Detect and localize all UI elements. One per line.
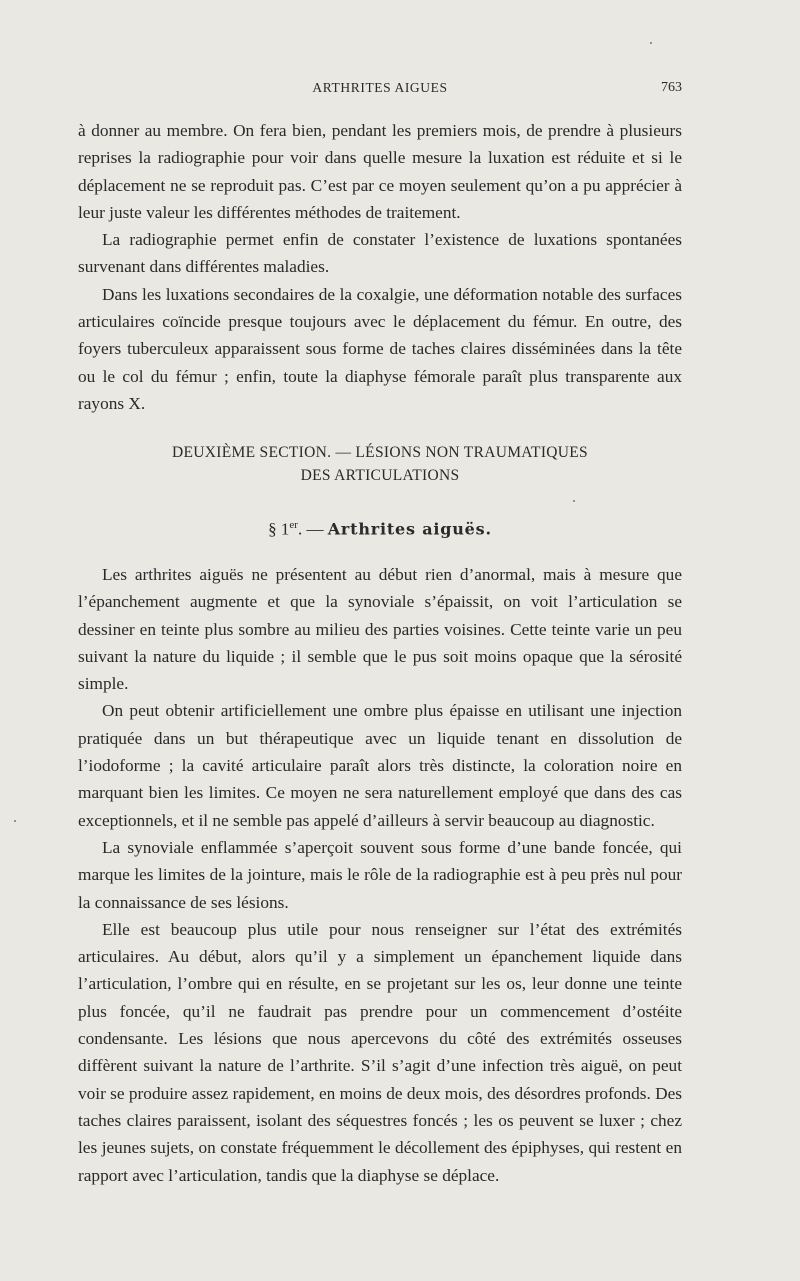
- paragraph: Les arthrites aiguës ne présentent au début rien d’anormal, mais à mesure que l’épanchement augmente et que la synoviale s’épaissit, on voit l’articulation se dessiner en teinte plus sombre au milieu des parties voisines. Cette teinte varie un peu suivant la nature du liquide ; il semble que le pus soit moins opaque que la sérosité simple.: [78, 565, 682, 694]
- running-title: ARTHRITES AIGUES: [312, 80, 448, 95]
- section-heading: [78, 442, 682, 487]
- paper-speck: [650, 42, 652, 44]
- paper-speck: [573, 500, 575, 502]
- paragraph: On peut obtenir artificiellement une ombre plus épaisse en utilisant une injection pratiquée dans un but thérapeutique avec un liquide tenant en dissolution de l’iodoforme ; la cavité articulaire paraît alors très distincte, la coloration noire en marquant bien les limites. Ce moyen ne sera naturellement employé que dans des cas exceptionnels, et il ne semble pas appelé d’ailleurs à servir beaucoup au diagnostic.: [78, 701, 682, 830]
- body-text: [78, 561, 682, 1189]
- paragraph: Elle est beaucoup plus utile pour nous renseigner sur l’état des extrémités articulaires. Au début, alors qu’il y a simplement un épanchement liquide dans l’articulation, l’ombre qui en résulte, en se projetant sur les os, leur donne une teinte plus foncée, qu’il ne faudrait pas prendre pour un commencement d’ostéite condensante. Les lésions que nous apercevons du côté des extrémités osseuses diffèrent suivant la nature de l’arthrite. S’il s’agit d’une infection très aiguë, on peut voir se produire assez rapidement, en moins de deux mois, des désordres profonds. Des taches claires paraissent, isolant des séquestres foncés ; les os peuvent se luxer ; chez les jeunes sujets, on constate fréquemment le décollement des épiphyses, qui restent en rapport avec l’articulation, tandis que la diaphyse se déplace.: [78, 919, 682, 1185]
- paragraph: à donner au membre. On fera bien, pendant les premiers mois, de prendre à plusieurs reprises la radiographie pour voir dans quelle mesure la luxation est réduite et si le déplacement ne se reproduit pas. C’est par ce moyen seulement qu’on a pu apprécier à leur juste valeur les différentes méthodes de traitement.: [78, 121, 682, 222]
- subsection-heading: [78, 513, 682, 542]
- paragraph: La synoviale enflammée s’aperçoit souvent sous forme d’une bande foncée, qui marque les limites de la jointure, mais le rôle de la radiographie est à peu près nul pour la connaissance de ses lésions.: [78, 837, 682, 912]
- section-ordinal-suffix: er: [289, 519, 298, 531]
- intro-text: [78, 117, 682, 417]
- paper-speck: [14, 820, 16, 822]
- heading-separator: . —: [297, 519, 328, 539]
- section-heading-line-2: DES ARTICULATIONS: [300, 466, 460, 484]
- page-header: [78, 80, 682, 102]
- paragraph: Dans les luxations secondaires de la coxalgie, une déformation notable des surfaces articulaires coïncide presque toujours avec le déplacement du fémur. En outre, des foyers tuberculeux apparaissent sous forme de taches claires disséminées dans la tête ou le col du fémur ; enfin, toute la diaphyse fémorale paraît plus transparente aux rayons X.: [78, 284, 682, 413]
- subsection-title: Arthrites aiguës.: [327, 519, 492, 539]
- page-number: 763: [661, 80, 682, 95]
- section-symbol: § 1: [268, 519, 290, 539]
- paragraph: La radiographie permet enfin de constater l’existence de luxations spontanées survenant dans différentes maladies.: [78, 230, 682, 277]
- section-heading-line-1: DEUXIÈME SECTION. — LÉSIONS NON TRAUMATIQUES: [172, 444, 588, 461]
